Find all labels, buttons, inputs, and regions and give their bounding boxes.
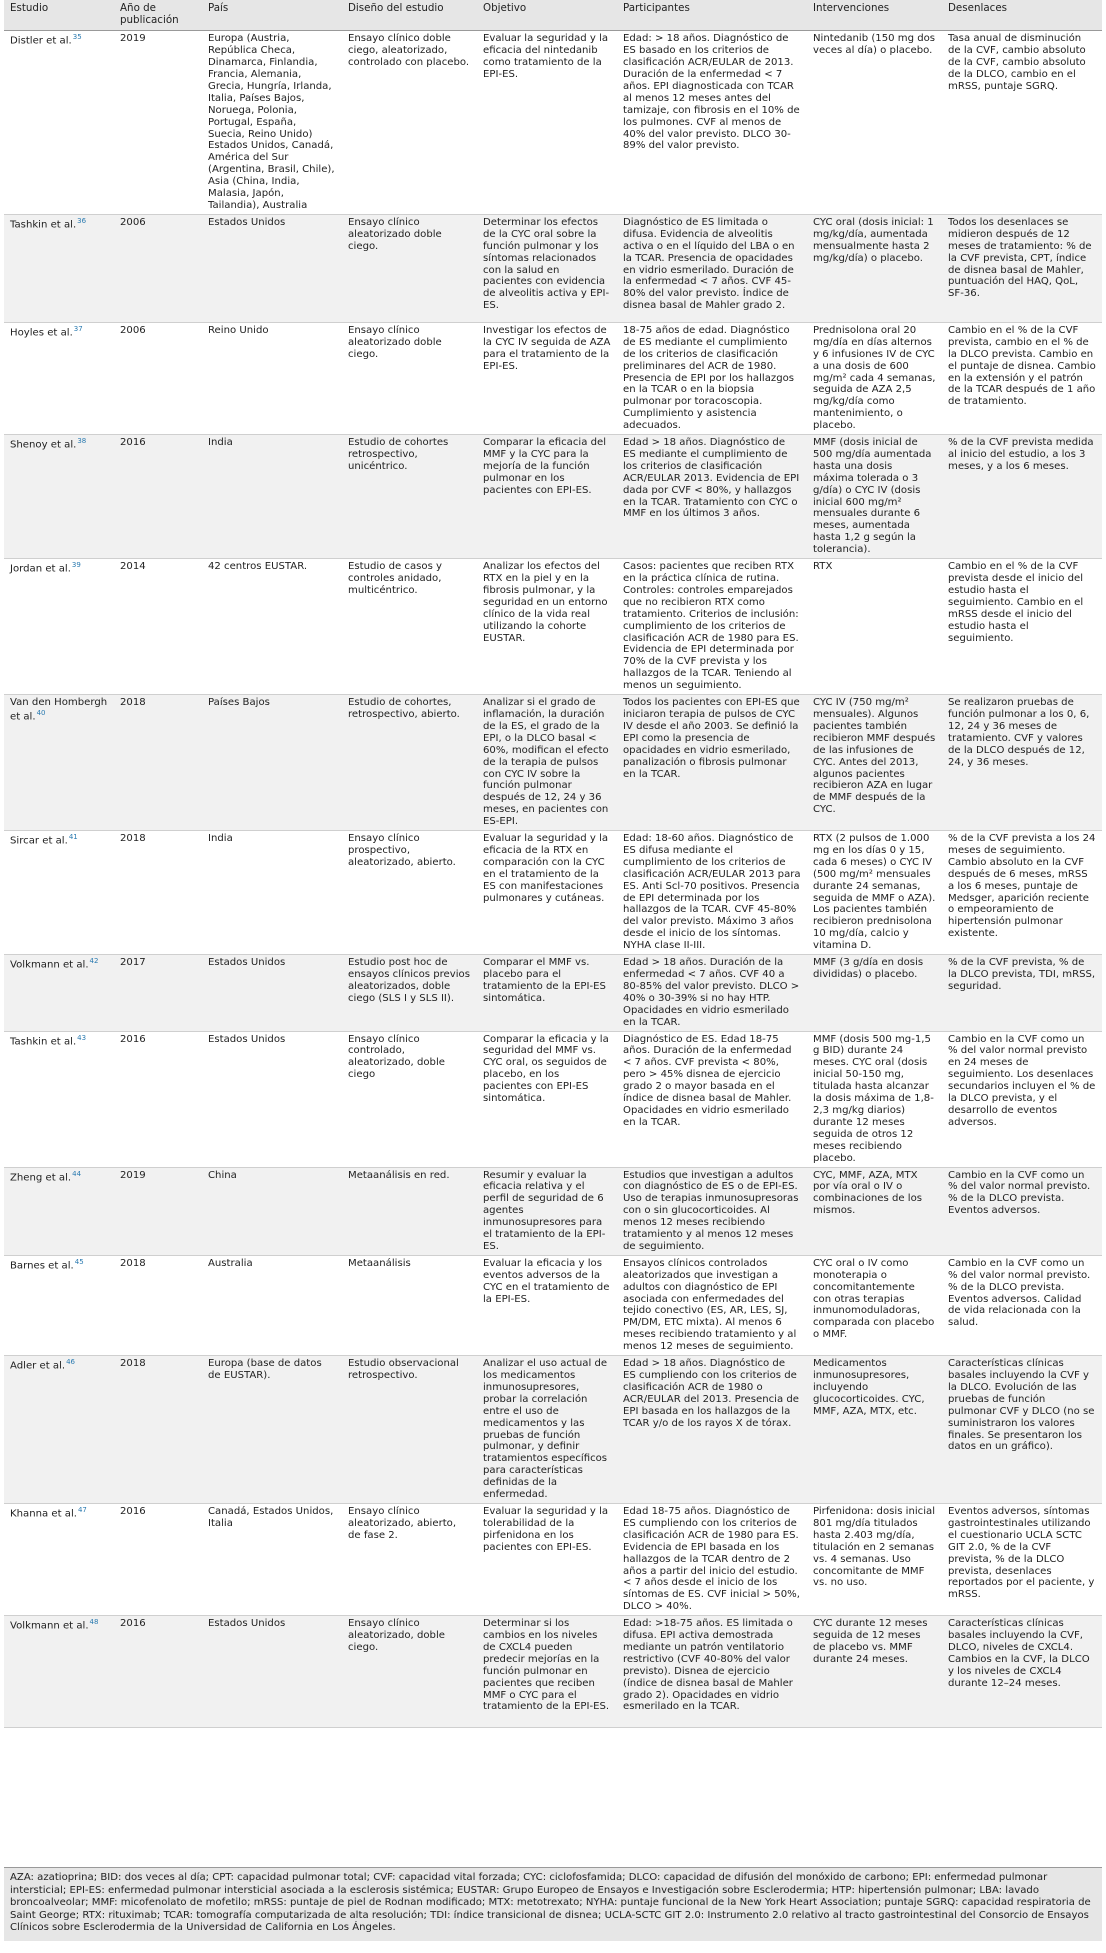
header-pais: País [202, 0, 342, 31]
table-row [4, 31, 1102, 215]
cell-objetivo-text: Resumir y evaluar la eficacia relativa y el perfil de seguridad de 6 agentes inmunosupresores para el tratamiento de la EPI-ES. [483, 1169, 606, 1252]
cell-pais-text: Canadá, Estados Unidos, Italia [208, 1505, 334, 1529]
cell-intervenciones [807, 559, 942, 695]
cell-desenlaces [942, 1031, 1102, 1167]
header-anio: Año de publicación [114, 0, 202, 31]
reference-link[interactable]: 41 [68, 833, 78, 842]
cell-participantes-text: Edad > 18 años. Diagnóstico de ES cumpliendo con los criterios de clasificación ACR de 1980 o ACR/EULAR del 2013. Presencia de EPI basada en los hallazgos de la TCAR y/o de los rayos X de tórax. [623, 1358, 799, 1429]
cell-estudio [4, 831, 114, 955]
cell-estudio [4, 1167, 114, 1255]
cell-estudio-text: Tashkin et al. [10, 1035, 77, 1047]
cell-objetivo [477, 695, 617, 831]
cell-intervenciones-text: Prednisolona oral 20 mg/día en días alternos y 6 infusiones IV de CYC a una dosis de 600 mg/m² cada 4 semanas, seguida de AZA 2,5 mg/kg/día como mantenimiento, o placebo. [813, 324, 936, 432]
cell-estudio-text: Van den Hombergh et al. [10, 697, 108, 723]
cell-diseno-text: Ensayo clínico aleatorizado doble ciego. [348, 324, 442, 360]
cell-desenlaces [942, 1255, 1102, 1355]
reference-link[interactable]: 46 [66, 1358, 76, 1367]
cell-intervenciones [807, 695, 942, 831]
reference-link[interactable]: 35 [72, 33, 82, 42]
cell-estudio-text: Zheng et al. [10, 1171, 72, 1183]
cell-diseno [342, 31, 477, 215]
cell-participantes-text: Ensayos clínicos controlados aleatorizados que investigan a adultos con diagnóstico de EPI asociada con enfermedades del tejido conectivo (ES, AR, LES, SJ, PM/DM, ETC mixta). Al menos 6 meses recibiendo tratamiento y al menos 12 meses de seguimiento. [623, 1257, 797, 1353]
cell-objetivo [477, 1356, 617, 1504]
cell-anio-text: 2017 [120, 957, 146, 969]
cell-pais-text: 42 centros EUSTAR. [208, 561, 308, 573]
cell-objetivo-text: Evaluar la seguridad y la eficacia del nintedanib como tratamiento de la EPI-ES. [483, 33, 609, 80]
cell-anio [114, 1356, 202, 1504]
cell-desenlaces-text: Cambio en el % de la CVF prevista, cambio en el % de la DLCO prevista. Cambio en el puntaje de disnea. Cambio en la extensión y el patrón de la TCAR después de 1 año de tratamiento. [948, 324, 1096, 408]
cell-diseno-text: Metaanálisis [348, 1257, 411, 1269]
cell-pais [202, 1356, 342, 1504]
cell-anio-text: 2018 [120, 1257, 146, 1269]
cell-participantes-text: Diagnóstico de ES limitada o difusa. Evidencia de alveolitis activa o en el líquido del LBA o en la TCAR. Presencia de opacidades en vidrio esmerilado. Duración de la enfermedad < 7 años. CVF 45-80% del valor previsto. Índice de disnea basal de Mahler grado 2. [623, 216, 795, 312]
cell-desenlaces [942, 559, 1102, 695]
cell-participantes [617, 1356, 807, 1504]
header-participantes: Participantes [617, 0, 807, 31]
cell-intervenciones [807, 831, 942, 955]
cell-desenlaces-text: Cambio en el % de la CVF prevista desde el inicio del estudio hasta el seguimiento. Cambio en el mRSS desde el inicio del estudio hasta el seguimiento. [948, 561, 1084, 644]
cell-anio-text: 2016 [120, 1505, 146, 1517]
cell-intervenciones [807, 214, 942, 322]
cell-anio-text: 2018 [120, 833, 146, 845]
cell-pais [202, 31, 342, 215]
cell-estudio-text: Volkmann et al. [10, 959, 89, 971]
cell-participantes-text: Edad > 18 años. Diagnóstico de ES mediante el cumplimiento de los criterios de clasificación ACR/EULAR 2013. Evidencia de EPI dada por CVF < 80%, y hallazgos en la TCAR. Tratamiento con CYC o MMF en los últimos 3 años. [623, 437, 800, 520]
cell-desenlaces [942, 31, 1102, 215]
cell-pais [202, 831, 342, 955]
cell-desenlaces-text: Cambio en la CVF como un % del valor normal previsto en 24 meses de seguimiento. Los desenlaces secundarios incluyen el % de la DLCO prevista, y el desarrollo de eventos adversos. [948, 1033, 1096, 1128]
cell-intervenciones [807, 1255, 942, 1355]
cell-estudio-text: Barnes et al. [10, 1260, 74, 1272]
cell-estudio [4, 1031, 114, 1167]
header-desenlaces: Desenlaces [942, 0, 1102, 31]
cell-objetivo-text: Comparar la eficacia del MMF y la CYC para la mejoría de la función pulmonar en los pacientes con EPI-ES. [483, 437, 607, 496]
cell-estudio-text: Sircar et al. [10, 835, 68, 847]
cell-estudio [4, 435, 114, 559]
cell-diseno-text: Ensayo clínico prospectivo, aleatorizado, abierto. [348, 833, 456, 868]
cell-anio-text: 2018 [120, 697, 146, 709]
table-row [4, 955, 1102, 1031]
table-body [4, 31, 1102, 1728]
reference-link[interactable]: 42 [89, 957, 99, 966]
cell-participantes [617, 1167, 807, 1255]
cell-anio [114, 695, 202, 831]
cell-desenlaces-text: Todos los desenlaces se midieron después de 12 meses de tratamiento: % de la CVF prevista, CPT, índice de disnea basal de Mahler, puntuación del HAQ, QoL, SF-36. [948, 216, 1092, 300]
cell-anio-text: 2006 [120, 324, 146, 336]
cell-participantes-text: Edad: > 18 años. Diagnóstico de ES basado en los criterios de clasificación ACR/EULAR de 2013. Duración de la enfermedad < 7 años. EPI diagnosticada con TCAR al menos 12 meses antes del tamizaje, con fibrosis en el 10% de los pulmones. CVF al menos de 40% del valor previsto. DLCO 30-89% del valor previsto. [623, 33, 800, 152]
cell-objetivo-text: Evaluar la seguridad y la eficacia de la RTX en comparación con la CYC en el tratamiento de la ES con manifestaciones pulmonares y cutáneas. [483, 833, 609, 904]
cell-objetivo-text: Comparar el MMF vs. placebo para el tratamiento de la EPI-ES sintomática. [483, 957, 606, 1004]
cell-estudio-text: Volkmann et al. [10, 1620, 89, 1632]
cell-desenlaces-text: Se realizaron pruebas de función pulmonar a los 0, 6, 12, 24 y 36 meses de tratamiento. CVF y valores de la DLCO después de 12, 24, y 36 meses. [948, 697, 1090, 768]
cell-participantes [617, 435, 807, 559]
cell-diseno [342, 559, 477, 695]
cell-estudio [4, 559, 114, 695]
cell-pais [202, 1255, 342, 1355]
cell-diseno-text: Estudio de cohortes, retrospectivo, abierto. [348, 697, 460, 720]
cell-objetivo-text: Comparar la eficacia y la seguridad del MMF vs. CYC oral, os seguidos de placebo, en los pacientes con EPI-ES sintomática. [483, 1033, 609, 1105]
cell-participantes-text: Edad > 18 años. Duración de la enfermedad < 7 años. CVF 40 a 80-85% del valor previsto. DLCO > 40% o 30-39% si no hay HTP. Opacidades en vidrio esmerilado en la TCAR. [623, 957, 800, 1028]
header-intervenciones: Intervenciones [807, 0, 942, 31]
cell-anio [114, 559, 202, 695]
cell-anio [114, 1031, 202, 1167]
cell-estudio-text: Distler et al. [10, 35, 72, 47]
cell-intervenciones [807, 1616, 942, 1728]
cell-objetivo-text: Investigar los efectos de la CYC IV seguida de AZA para el tratamiento de la EPI-ES. [483, 324, 611, 372]
cell-objetivo [477, 214, 617, 322]
cell-intervenciones-text: MMF (dosis 500 mg-1,5 g BID) durante 24 meses. CYC oral (dosis inicial 50-150 mg, titulada hasta alcanzar la dosis máxima de 1,8-2,3 mg/kg diarios) durante 12 meses seguida de otros 12 meses recibiendo placebo. [813, 1033, 934, 1164]
cell-pais-text: Países Bajos [208, 697, 270, 709]
cell-participantes [617, 1616, 807, 1728]
cell-pais [202, 214, 342, 322]
cell-diseno [342, 1167, 477, 1255]
cell-pais [202, 1503, 342, 1615]
cell-anio-text: 2016 [120, 1618, 146, 1630]
table-row [4, 831, 1102, 955]
header-objetivo: Objetivo [477, 0, 617, 31]
cell-participantes [617, 695, 807, 831]
cell-anio-text: 2014 [120, 561, 146, 573]
table-row [4, 1167, 1102, 1255]
cell-intervenciones [807, 1031, 942, 1167]
table-row [4, 1616, 1102, 1728]
cell-desenlaces [942, 322, 1102, 434]
cell-diseno [342, 1031, 477, 1167]
table-header [4, 0, 1102, 31]
cell-desenlaces [942, 214, 1102, 322]
reference-link[interactable]: 45 [74, 1257, 84, 1266]
cell-participantes [617, 955, 807, 1031]
cell-objetivo-text: Analizar si el grado de inflamación, la duración de la ES, el grado de la EPI, o la DLCO basal < 60%, modifican el efecto de la terapia de pulsos con CYC IV sobre la función pulmonar después de 12, 24 y 36 meses, en pacientes con ES-EPI. [483, 697, 609, 828]
cell-estudio [4, 31, 114, 215]
cell-diseno-text: Ensayo clínico doble ciego, aleatorizado, controlado con placebo. [348, 33, 470, 69]
cell-pais-text: Estados Unidos [208, 957, 286, 969]
table-row [4, 322, 1102, 434]
cell-diseno [342, 695, 477, 831]
cell-participantes [617, 831, 807, 955]
cell-intervenciones [807, 1503, 942, 1615]
cell-participantes [617, 1503, 807, 1615]
cell-diseno [342, 1503, 477, 1615]
cell-intervenciones-text: CYC oral o IV como monoterapia o concomitantemente con otras terapias inmunomoduladoras, comparada con placebo o MMF. [813, 1257, 935, 1341]
cell-objetivo-text: Analizar los efectos del RTX en la piel y en la fibrosis pulmonar, y la seguridad en un entorno clínico de la vida real utilizando la cohorte EUSTAR. [483, 561, 608, 644]
cell-objetivo [477, 955, 617, 1031]
cell-desenlaces [942, 1616, 1102, 1728]
cell-pais-text: China [208, 1169, 237, 1181]
cell-desenlaces-text: % de la CVF prevista, % de la DLCO prevista, TDI, mRSS, seguridad. [948, 957, 1096, 992]
cell-intervenciones-text: MMF (dosis inicial de 500 mg/día aumentada hasta una dosis máxima tolerada o 3 g/día) o CYC IV (dosis inicial 600 mg/m² mensuales durante 6 meses, aumentada hasta 1,2 g según la tolerancia). [813, 437, 932, 556]
cell-anio-text: 2006 [120, 216, 146, 228]
cell-estudio-text: Jordan et al. [10, 563, 71, 575]
cell-pais-text: Europa (base de datos de EUSTAR). [208, 1358, 322, 1381]
table-row [4, 214, 1102, 322]
table-row [4, 1503, 1102, 1615]
reference-link[interactable]: 43 [77, 1033, 87, 1042]
cell-desenlaces [942, 831, 1102, 955]
cell-estudio [4, 214, 114, 322]
cell-pais [202, 695, 342, 831]
cell-intervenciones [807, 955, 942, 1031]
cell-participantes [617, 559, 807, 695]
cell-participantes [617, 214, 807, 322]
cell-anio [114, 322, 202, 434]
cell-anio [114, 1167, 202, 1255]
cell-intervenciones-text: Pirfenidona: dosis inicial 801 mg/día titulados hasta 2.403 mg/día, titulación en 2 semanas vs. 4 semanas. Uso concomitante de MMF vs. no uso. [813, 1505, 936, 1589]
cell-anio [114, 435, 202, 559]
cell-objetivo [477, 1616, 617, 1728]
cell-objetivo-text: Determinar los efectos de la CYC oral sobre la función pulmonar y los síntomas relacionados con la salud en pacientes con evidencia de alveolitis activa y EPI-ES. [483, 216, 610, 312]
cell-diseno-text: Ensayo clínico aleatorizado, abierto, de fase 2. [348, 1505, 457, 1541]
cell-participantes-text: Edad: 18-60 años. Diagnóstico de ES difusa mediante el cumplimiento de los criterios de clasificación ACR/EULAR 2013 para ES. Anti Scl-70 positivos. Presencia de EPI determinada por los hallazgos de la TCAR. CVF 45-80% del valor previsto. Máximo 3 años desde el inicio de los síntomas. NYHA clase II-III. [623, 833, 801, 952]
cell-participantes [617, 322, 807, 434]
cell-diseno [342, 1356, 477, 1504]
table-row [4, 1356, 1102, 1504]
cell-estudio-text: Hoyles et al. [10, 327, 73, 339]
cell-anio [114, 831, 202, 955]
cell-participantes-text: Estudios que investigan a adultos con diagnóstico de ES o de EPI-ES. Uso de terapias inmunosupresoras con o sin glucocorticoides. Al menos 12 meses recibiendo tratamiento y al menos 12 meses de seguimiento. [623, 1169, 799, 1252]
cell-estudio [4, 695, 114, 831]
table-row [4, 1255, 1102, 1355]
cell-intervenciones [807, 322, 942, 434]
cell-pais [202, 435, 342, 559]
cell-diseno [342, 1255, 477, 1355]
cell-pais-text: Estados Unidos [208, 1033, 286, 1045]
header-diseno: Diseño del estudio [342, 0, 477, 31]
cell-pais-text: Europa (Austria, República Checa, Dinamarca, Finlandia, Francia, Alemania, Grecia, Hungría, Irlanda, Italia, Países Bajos, Noruega, Polonia, Portugal, España, Suecia, Reino Unido) Estados Unidos, Canadá, América del Sur (Argentina, Brasil, Chile), Asia (China, India, Malasia, Japón, Tailandia), Australia [208, 33, 335, 211]
cell-anio-text: 2018 [120, 1358, 146, 1370]
cell-diseno [342, 214, 477, 322]
cell-desenlaces [942, 955, 1102, 1031]
header-estudio: Estudio [4, 0, 114, 31]
cell-objetivo-text: Analizar el uso actual de los medicamentos inmunosupresores, probar la correlación entre el uso de medicamentos y las pruebas de función pulmonar, y definir tratamientos específicos para características definidas de la enfermedad. [483, 1358, 608, 1501]
cell-objetivo [477, 559, 617, 695]
cell-intervenciones [807, 435, 942, 559]
cell-pais-text: Estados Unidos [208, 216, 286, 228]
cell-anio-text: 2016 [120, 437, 146, 449]
cell-desenlaces [942, 695, 1102, 831]
cell-desenlaces-text: % de la CVF prevista a los 24 meses de seguimiento. Cambio absoluto en la CVF después de 6 meses, mRSS a los 6 meses, puntaje de Medsger, aparición reciente o empeoramiento de hipertensión pulmonar existente. [948, 833, 1096, 940]
reference-link[interactable]: 39 [71, 561, 81, 570]
cell-pais-text: India [208, 437, 233, 449]
cell-pais-text: Australia [208, 1257, 253, 1269]
cell-diseno [342, 831, 477, 955]
cell-desenlaces [942, 1503, 1102, 1615]
cell-diseno-text: Estudio de casos y controles anidado, multicéntrico. [348, 561, 443, 596]
table-row [4, 1031, 1102, 1167]
cell-desenlaces [942, 1356, 1102, 1504]
cell-diseno [342, 955, 477, 1031]
cell-participantes [617, 1255, 807, 1355]
cell-participantes-text: Edad: >18-75 años. ES limitada o difusa. EPI activa demostrada mediante un patrón ventilatorio restrictivo (CVF 40-80% del valor previsto). Disnea de ejercicio (índice de disnea basal de Mahler grado 2). Opacidades en vidrio esmerilado en la TCAR. [623, 1618, 793, 1713]
cell-participantes-text: Todos los pacientes con EPI-ES que iniciaron terapia de pulsos de CYC IV desde el año 2003. Se definió la EPI como la presencia de opacidades en vidrio esmerilado, panalización o fibrosis pulmonar en la TCAR. [623, 697, 800, 780]
cell-desenlaces [942, 435, 1102, 559]
cell-participantes [617, 31, 807, 215]
cell-intervenciones-text: RTX [813, 561, 833, 573]
cell-desenlaces-text: Cambio en la CVF como un % del valor normal previsto. % de la DLCO prevista. Eventos adversos. [948, 1169, 1091, 1217]
cell-objetivo [477, 1031, 617, 1167]
cell-participantes-text: Casos: pacientes que reciben RTX en la práctica clínica de rutina. Controles: controles emparejados que no recibieron RTX como tratamiento. Criterios de inclusión: cumplimiento de los criterios de clasificación ACR de 1980 para ES. Evidencia de EPI determinada por 70% de la CVF prevista y los hallazgos de la TCAR. Teniendo al menos un seguimiento. [623, 561, 799, 692]
cell-participantes [617, 1031, 807, 1167]
cell-objetivo [477, 435, 617, 559]
reference-link[interactable]: 37 [73, 324, 83, 333]
cell-anio [114, 955, 202, 1031]
cell-anio-text: 2016 [120, 1033, 146, 1045]
cell-pais [202, 559, 342, 695]
cell-desenlaces-text: Tasa anual de disminución de la CVF, cambio absoluto de la CVF, cambio absoluto de la DLCO, cambio en el mRSS, puntaje SGRQ. [948, 33, 1086, 92]
cell-intervenciones-text: Medicamentos inmunosupresores, incluyendo glucocorticoides. CYC, MMF, AZA, MTX, etc. [813, 1358, 925, 1417]
cell-pais-text: Reino Unido [208, 324, 269, 336]
cell-pais [202, 1031, 342, 1167]
cell-objetivo [477, 1255, 617, 1355]
studies-table [4, 0, 1102, 1728]
table-row [4, 695, 1102, 831]
reference-link[interactable]: 48 [89, 1618, 99, 1627]
cell-objetivo [477, 322, 617, 434]
cell-diseno-text: Estudio de cohortes retrospectivo, unicéntrico. [348, 437, 449, 472]
table-footnote: AZA: azatioprina; BID: dos veces al día; CPT: capacidad pulmonar total; CVF: capacidad vital forzada; CYC: ciclofosfamida; DLCO: capacidad de difusión del monóxido de carbono; EPI: enfermedad pulmonar intersticial; EPI-ES: enfermedad pulmonar intersticial asociada a la esclerosis sistémica; EUSTAR: Grupo Europeo de Ensayos e Investigación sobre Esclerodermia; HTP: hipertensión pulmonar; LBA: lavado broncoalveolar; MMF: micofenolato de mofetilo; mRSS: puntaje de piel de Rodnan modificado; MTX: metotrexato; NYHA: puntaje funcional de la New York Heart Association; puntaje SGRQ: capacidad respiratoria de Saint George; RTX: rituximab; TCAR: tomografía computarizada de alta resolución; TDI: índice transicional de disnea; UCLA-SCTC GIT 2.0: Instrumento 2.0 relativo al tracto gastrointestinal del Consorcio de Ensayos Clínicos sobre Esclerodermia de la Universidad de California en Los Ángeles. [4, 1867, 1102, 1941]
reference-link[interactable]: 40 [36, 708, 46, 717]
cell-diseno [342, 435, 477, 559]
cell-pais [202, 1167, 342, 1255]
cell-objetivo-text: Evaluar la eficacia y los eventos adversos de la CYC en el tratamiento de la EPI-ES. [483, 1257, 610, 1305]
cell-desenlaces-text: % de la CVF prevista medida al inicio del estudio, a los 3 meses, y a los 6 meses. [948, 437, 1094, 472]
cell-intervenciones-text: CYC, MMF, AZA, MTX por vía oral o IV o combinaciones de los mismos. [813, 1169, 923, 1217]
cell-intervenciones-text: CYC IV (750 mg/m² mensuales). Algunos pacientes también recibieron MMF después de las infusiones de CYC. Antes del 2013, algunos pacientes recibieron AZA en lugar de MMF después de la CYC. [813, 697, 936, 816]
cell-diseno-text: Estudio post hoc de ensayos clínicos previos aleatorizados, doble ciego (SLS I y SLS II). [348, 957, 470, 1004]
cell-objetivo [477, 1167, 617, 1255]
cell-participantes-text: Diagnóstico de ES. Edad 18-75 años. Duración de la enfermedad < 7 años. CVF prevista < 80%, pero > 45% disnea de ejercicio grado 2 o mayor basada en el índice de disnea basal de Mahler. Opacidades en vidrio esmerilado en la TCAR. [623, 1033, 792, 1128]
cell-estudio-text: Tashkin et al. [10, 219, 77, 231]
cell-objetivo [477, 831, 617, 955]
cell-anio [114, 1255, 202, 1355]
reference-link[interactable]: 38 [77, 437, 87, 446]
table-row [4, 435, 1102, 559]
cell-objetivo [477, 31, 617, 215]
cell-pais [202, 1616, 342, 1728]
cell-diseno-text: Ensayo clínico aleatorizado, doble ciego. [348, 1618, 445, 1653]
cell-desenlaces-text: Características clínicas basales incluyendo la CVF, DLCO, niveles de CXCL4. Cambios en la CVF, la DLCO y los niveles de CXCL4 durante 12–24 meses. [948, 1618, 1090, 1689]
cell-diseno-text: Metaanálisis en red. [348, 1169, 450, 1181]
cell-intervenciones-text: RTX (2 pulsos de 1.000 mg en los días 0 y 15, cada 6 meses) o CYC IV (500 mg/m² mensuales durante 24 semanas, seguida de MMF o AZA). Los pacientes también recibieron prednisolona 10 mg/día, calcio y vitamina D. [813, 833, 936, 952]
reference-link[interactable]: 44 [72, 1169, 82, 1178]
cell-objetivo-text: Evaluar la seguridad y la tolerabilidad de la pirfenidona en los pacientes con EPI-ES. [483, 1505, 609, 1553]
cell-anio [114, 31, 202, 215]
cell-estudio-text: Adler et al. [10, 1360, 66, 1372]
cell-anio [114, 1503, 202, 1615]
cell-intervenciones-text: MMF (3 g/día en dosis divididas) o placebo. [813, 957, 924, 980]
cell-participantes-text: Edad 18-75 años. Diagnóstico de ES cumpliendo con los criterios de clasificación ACR de 1980 para ES. Evidencia de EPI basada en los hallazgos de la TCAR dentro de 2 años a partir del inicio del estudio. < 7 años desde el inicio de los síntomas de ES. CVF inicial > 50%, DLCO > 40%. [623, 1505, 800, 1613]
cell-estudio-text: Khanna et al. [10, 1508, 77, 1520]
cell-estudio [4, 1356, 114, 1504]
cell-intervenciones-text: Nintedanib (150 mg dos veces al día) o placebo. [813, 33, 936, 57]
cell-estudio [4, 1255, 114, 1355]
cell-intervenciones-text: CYC durante 12 meses seguida de 12 meses de placebo vs. MMF durante 24 meses. [813, 1618, 928, 1665]
cell-anio [114, 214, 202, 322]
cell-diseno [342, 1616, 477, 1728]
cell-estudio [4, 322, 114, 434]
cell-anio-text: 2019 [120, 1169, 146, 1181]
cell-intervenciones-text: CYC oral (dosis inicial: 1 mg/kg/día, aumentada mensualmente hasta 2 mg/kg/día) o placebo. [813, 216, 934, 264]
cell-anio [114, 1616, 202, 1728]
cell-pais-text: India [208, 833, 233, 845]
cell-objetivo [477, 1503, 617, 1615]
cell-diseno [342, 322, 477, 434]
cell-pais [202, 955, 342, 1031]
table-row [4, 559, 1102, 695]
cell-participantes-text: 18-75 años de edad. Diagnóstico de ES mediante el cumplimiento de los criterios de clasificación preliminares del ACR de 1980. Presencia de EPI por los hallazgos en la TCAR o en la biopsia pulmonar por toracoscopia. Cumplimiento y asistencia adecuados. [623, 324, 795, 432]
cell-estudio-text: Shenoy et al. [10, 439, 77, 451]
cell-intervenciones [807, 31, 942, 215]
reference-link[interactable]: 36 [77, 216, 87, 225]
cell-estudio [4, 1616, 114, 1728]
cell-anio-text: 2019 [120, 33, 146, 45]
cell-diseno-text: Ensayo clínico controlado, aleatorizado, doble ciego [348, 1033, 445, 1081]
cell-intervenciones [807, 1167, 942, 1255]
cell-intervenciones [807, 1356, 942, 1504]
reference-link[interactable]: 47 [77, 1505, 87, 1514]
cell-desenlaces-text: Características clínicas basales incluyendo la CVF y la DLCO. Evolución de las pruebas de función pulmonar CVF y DLCO (no se suministraron los valores finales. Se presentaron los datos en un gráfico). [948, 1358, 1095, 1453]
cell-pais [202, 322, 342, 434]
cell-estudio [4, 1503, 114, 1615]
cell-objetivo-text: Determinar si los cambios en los niveles de CXCL4 pueden predecir mejorías en la función pulmonar en pacientes que reciben MMF o CYC para el tratamiento de la EPI-ES. [483, 1618, 610, 1713]
cell-desenlaces-text: Eventos adversos, síntomas gastrointestinales utilizando el cuestionario UCLA SCTC GIT 2.0, % de la CVF prevista, % de la DLCO prevista, desenlaces reportados por el paciente, y mRSS. [948, 1505, 1095, 1601]
cell-desenlaces-text: Cambio en la CVF como un % del valor normal previsto. % de la DLCO prevista. Eventos adversos. Calidad de vida relacionada con la salud. [948, 1257, 1091, 1329]
cell-diseno-text: Ensayo clínico aleatorizado doble ciego. [348, 216, 442, 252]
cell-diseno-text: Estudio observacional retrospectivo. [348, 1358, 459, 1381]
cell-estudio [4, 955, 114, 1031]
cell-pais-text: Estados Unidos [208, 1618, 286, 1630]
cell-desenlaces [942, 1167, 1102, 1255]
